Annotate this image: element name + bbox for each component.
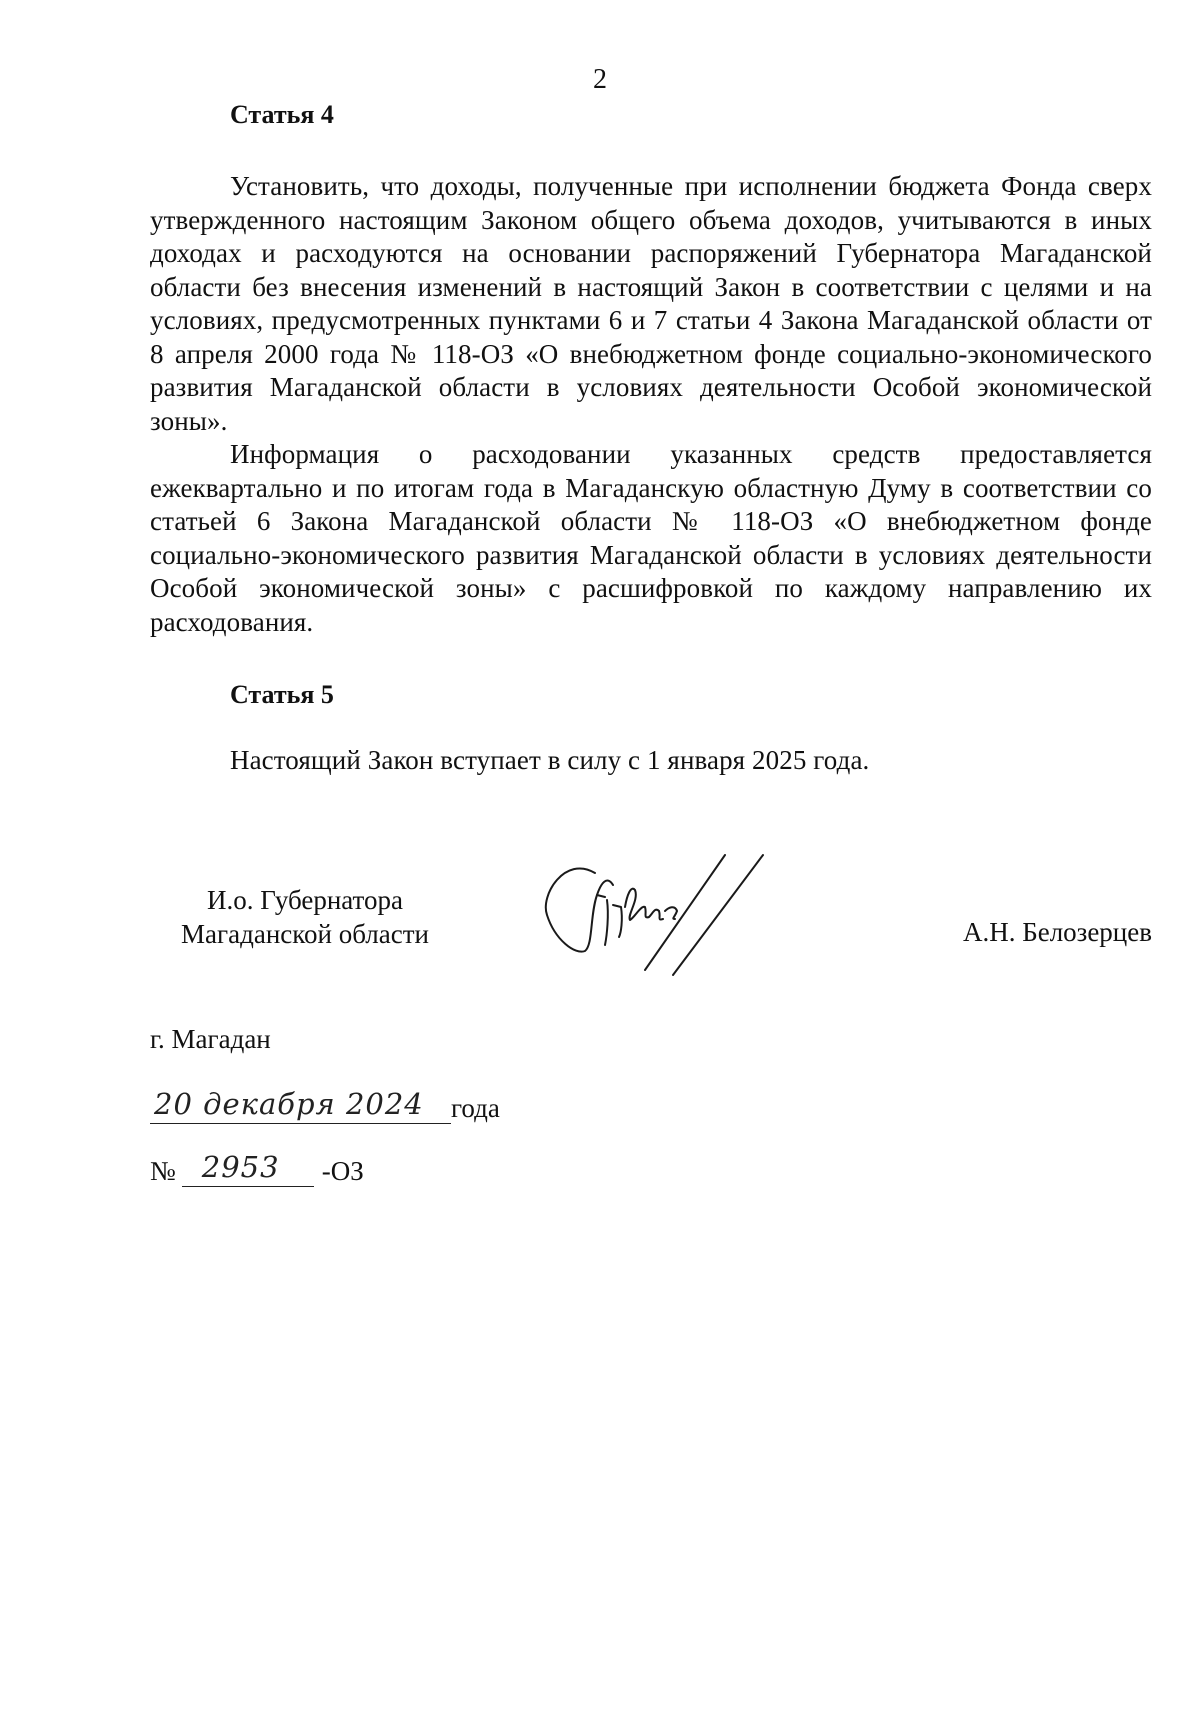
article-title: Статья 4 xyxy=(230,100,334,129)
article-4 xyxy=(150,100,1152,639)
signatory-name: А.Н. Белозерцев xyxy=(962,917,1152,947)
signature-image xyxy=(535,845,835,985)
handwritten-date: 20 декабря 2024 xyxy=(154,1087,424,1121)
signatory-position-line2: Магаданской области xyxy=(181,919,429,949)
handwritten-law-number: 2953 xyxy=(201,1150,280,1184)
law-number-suffix: -ОЗ xyxy=(321,1156,364,1186)
number-symbol: № xyxy=(150,1156,176,1186)
signatory-position-line1: И.о. Губернатора xyxy=(206,885,403,915)
place: г. Магадан xyxy=(150,1024,271,1054)
date-suffix: года xyxy=(451,1093,500,1123)
article-paragraph: Настоящий Закон вступает в силу с 1 января 2025 года. xyxy=(230,745,870,775)
article-5 xyxy=(150,680,1152,778)
article-title: Статья 5 xyxy=(230,680,334,709)
law-number-line xyxy=(150,1150,364,1187)
page-number: 2 xyxy=(593,64,607,95)
signatory-position xyxy=(150,883,460,951)
date-line xyxy=(150,1087,500,1124)
article-paragraph: Информация о расходовании указанных средств предоставляется ежеквартально и по итогам года в Магаданскую областную Думу в соответствии со статьей 6 Закона Магаданской области № 118-ОЗ «О внебюджетном фонде социально-экономического развития Магаданской области в условиях деятельности Особой экономической зоны» с расшифровкой по каждому направлению их расходования. xyxy=(150,439,1152,637)
article-paragraph: Установить, что доходы, полученные при исполнении бюджета Фонда сверх утвержденного настоящим Законом общего объема доходов, учитываются в иных доходах и расходуются на основании распоряжений Губернатора Магаданской области без внесения изменений в настоящий Закон в соответствии с целями и на условиях, предусмотренных пунктами 6 и 7 статьи 4 Закона Магаданской области от 8 апреля 2000 года № 118-ОЗ «О внебюджетном фонде социально-экономического развития Магаданской области в условиях деятельности Особой экономической зоны». xyxy=(150,171,1152,436)
